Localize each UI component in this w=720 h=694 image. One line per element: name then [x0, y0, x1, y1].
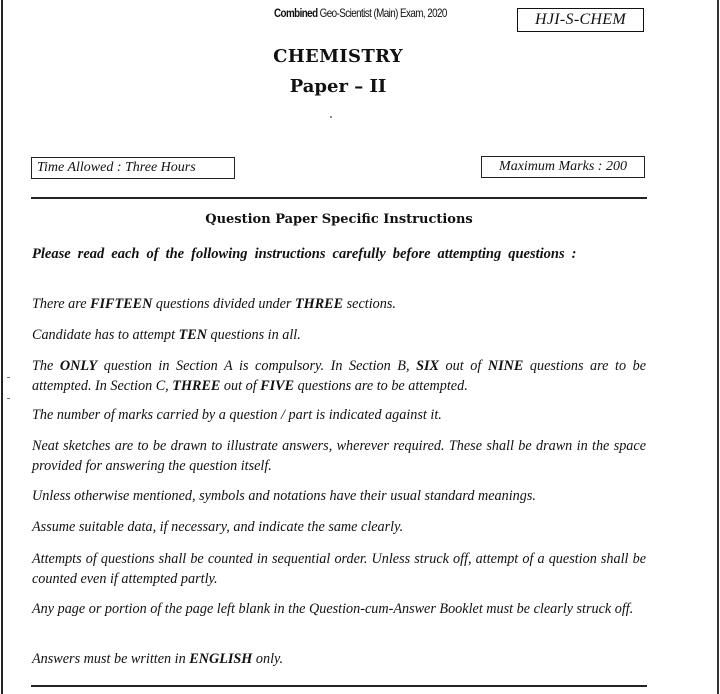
instruction-text: Assume suitable data, if necessary, and indicate the same clearly. — [32, 519, 404, 535]
instructions-heading: Question Paper Specific Instructions — [205, 212, 473, 227]
instruction-emphasis: THREE — [295, 296, 344, 312]
instruction-item — [32, 294, 646, 314]
divider-bottom — [31, 685, 647, 687]
instruction-item — [32, 599, 646, 619]
instruction-text: questions are to be attempted. In Section C, — [32, 358, 647, 394]
instruction-emphasis: NINE — [487, 358, 524, 374]
instruction-text: Attempts of questions shall be counted in sequential order. Unless struck off, attempt of a question shall be counted even if attempted partly. — [32, 551, 646, 587]
exam-title-rest: Geo-Scientist (Main) Exam, 2020 — [317, 6, 447, 20]
page-left-border — [1, 0, 3, 694]
instruction-text: questions are to be attempted. — [294, 378, 468, 394]
instructions-lead: Please read each of the following instructions carefully before attempting questions : — [32, 246, 577, 262]
maximum-marks-box: Maximum Marks : 200 — [481, 156, 645, 178]
instruction-emphasis: SIX — [416, 358, 439, 374]
instruction-emphasis: FIFTEEN — [90, 296, 153, 312]
divider-top — [31, 197, 647, 199]
instruction-text: questions in all. — [206, 327, 301, 343]
page-right-border — [717, 0, 719, 694]
instruction-item — [32, 549, 646, 589]
exam-title — [274, 6, 447, 20]
paper-code-box: HJI-S-CHEM — [517, 8, 644, 32]
instruction-text: out of — [220, 378, 261, 394]
instruction-emphasis: FIVE — [260, 378, 295, 394]
instruction-text: The number of marks carried by a question / part is indicated against it. — [32, 407, 442, 423]
instruction-emphasis: ONLY — [59, 358, 98, 374]
instruction-item — [32, 356, 646, 396]
instruction-text: Unless otherwise mentioned, symbols and notations have their usual standard meanings. — [32, 488, 536, 504]
instruction-text: Answers must be written in — [32, 651, 190, 667]
instruction-emphasis: THREE — [172, 378, 221, 394]
instruction-item — [32, 649, 646, 669]
instruction-item — [32, 436, 646, 476]
exam-title-bold: Combined — [274, 6, 318, 20]
instruction-text: only. — [252, 651, 284, 667]
instruction-item — [32, 405, 646, 425]
instruction-text: Any page or portion of the page left blank in the Question-cum-Answer Booklet must be clearly struck off. — [32, 601, 634, 617]
instruction-text: sections. — [343, 296, 396, 312]
instruction-text: questions divided under — [152, 296, 296, 312]
paper-title: Paper – II — [289, 76, 387, 97]
instruction-text: out of — [438, 358, 488, 374]
instruction-emphasis: ENGLISH — [189, 651, 253, 667]
instruction-text: Neat sketches are to be drawn to illustrate answers, wherever required. These shall be drawn in the space provided for answering the question itself. — [32, 438, 646, 474]
instruction-item — [32, 325, 646, 345]
subject-title: CHEMISTRY — [273, 46, 403, 67]
instruction-emphasis: TEN — [178, 327, 207, 343]
instruction-item — [32, 486, 646, 506]
instruction-text: question in Section A is compulsory. In Section B, — [97, 358, 417, 374]
instruction-text: Candidate has to attempt — [32, 327, 179, 343]
instruction-text: There are — [32, 296, 91, 312]
margin-mark — [7, 398, 10, 399]
margin-mark — [7, 377, 10, 378]
instruction-text: The — [32, 358, 60, 374]
instruction-item — [32, 517, 646, 537]
scan-speck — [330, 116, 332, 118]
time-allowed-box: Time Allowed : Three Hours — [31, 157, 235, 179]
